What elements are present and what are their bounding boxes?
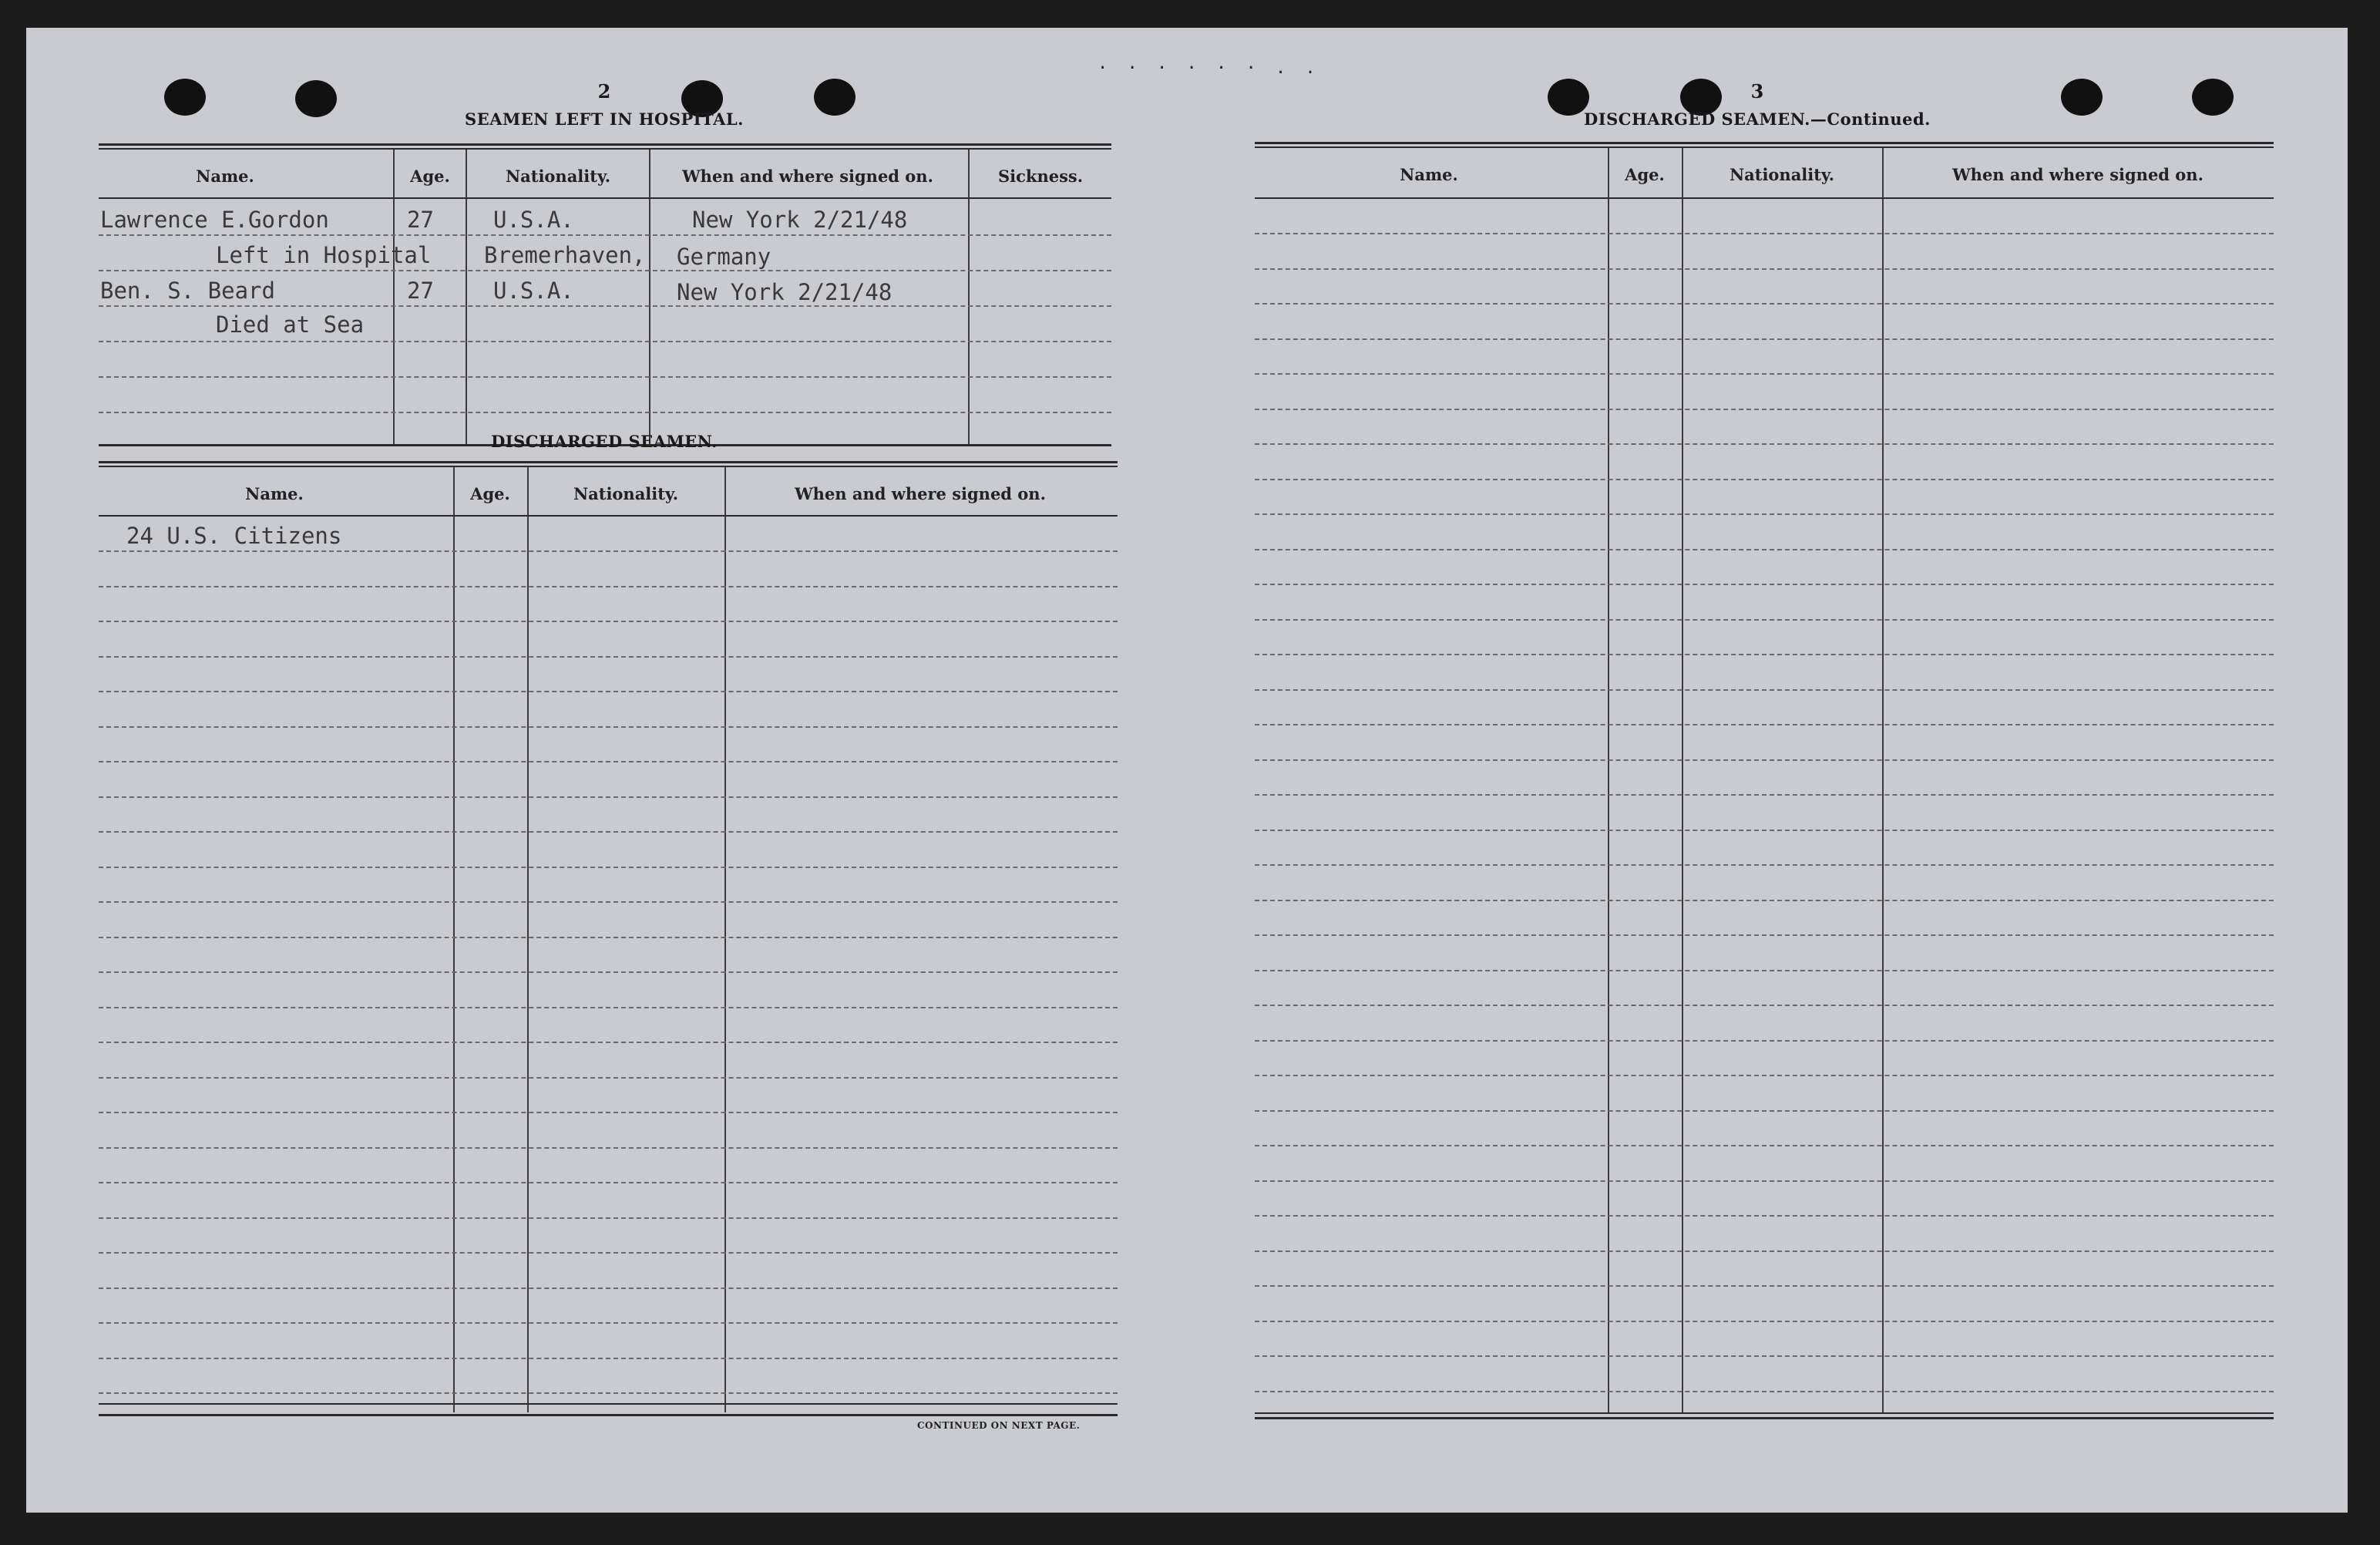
discharged-table-left: [99, 461, 1118, 1448]
punch-hole: [164, 79, 206, 116]
ruled-line: [1255, 759, 2274, 761]
ruled-line: [1255, 1040, 2274, 1042]
ruled-line: [99, 1288, 1118, 1289]
ruled-line: [99, 1007, 1118, 1008]
ruled-line: [99, 901, 1118, 903]
ruled-line: [1255, 1110, 2274, 1112]
col-signed-on-header: When and where signed on.: [1952, 165, 2204, 184]
ruled-line: [1255, 1005, 2274, 1006]
ruled-line: [99, 656, 1118, 658]
ruled-line: [1255, 654, 2274, 655]
ruled-line: [1255, 513, 2274, 515]
ruled-line: [1255, 724, 2274, 725]
entry-signed-on: New York 2/21/48: [692, 207, 908, 233]
entry-name: Ben. S. Beard: [100, 278, 275, 304]
ruled-line: [1255, 584, 2274, 585]
ruled-line: [1255, 1145, 2274, 1146]
hospital-table: [99, 143, 1111, 452]
col-name-header: Name.: [1400, 165, 1458, 184]
entry-signed-on: New York 2/21/48: [677, 279, 892, 305]
ruled-line: [1255, 900, 2274, 901]
entry-nationality-extra: Bremerhaven,: [484, 242, 646, 268]
ruled-line: [1255, 373, 2274, 375]
ruled-line: [99, 761, 1118, 762]
col-nationality-header: Nationality.: [573, 484, 679, 503]
ruled-line: [1255, 479, 2274, 480]
ruled-line: [99, 621, 1118, 622]
col-sickness-header: Sickness.: [997, 167, 1084, 186]
ruled-line: [99, 1358, 1118, 1359]
right-page-number: 3: [1750, 80, 1764, 103]
hospital-section-title: SEAMEN LEFT IN HOSPITAL.: [465, 109, 744, 129]
entry-note: Left in Hospital: [216, 242, 432, 268]
col-nationality-header: Nationality.: [1729, 165, 1835, 184]
ledger-sheet: [26, 28, 2348, 1513]
ruled-line: [99, 691, 1118, 692]
discharged-section-title: DISCHARGED SEAMEN.: [491, 432, 718, 451]
ruled-line: [99, 831, 1118, 833]
ruled-line: [1255, 1391, 2274, 1392]
punch-hole: [2061, 79, 2103, 116]
ruled-line: [1255, 1321, 2274, 1322]
ruled-line: [1255, 794, 2274, 796]
col-name-header: Name.: [196, 167, 254, 186]
col-age-header: Age.: [1625, 165, 1665, 184]
ruled-line: [1255, 303, 2274, 305]
entry-signed-on-extra: Germany: [677, 244, 771, 270]
ruled-line: [99, 1112, 1118, 1113]
continued-footer: CONTINUED ON NEXT PAGE.: [917, 1420, 1081, 1431]
ruled-line: [99, 1252, 1118, 1254]
ruled-line: [1255, 689, 2274, 691]
ruled-line: [99, 1322, 1118, 1324]
ruled-line: [1255, 338, 2274, 340]
ruled-line: [99, 1392, 1118, 1394]
ruled-line: [99, 937, 1118, 938]
ruled-line: [1255, 830, 2274, 831]
ruled-line: [1255, 443, 2274, 445]
ruled-line: [99, 1147, 1118, 1149]
punch-hole: [814, 79, 856, 116]
ruled-line: [1255, 409, 2274, 410]
ruled-line: [99, 971, 1118, 973]
top-scan-mark: · · · · · · . .: [1098, 59, 1320, 78]
col-signed-on-header: When and where signed on.: [795, 484, 1046, 503]
ruled-line: [1255, 1285, 2274, 1287]
col-name-header: Name.: [245, 484, 304, 503]
left-page-number: 2: [597, 80, 611, 103]
ruled-line: [99, 796, 1118, 798]
punch-hole: [2192, 79, 2234, 116]
col-signed-on-header: When and where signed on.: [682, 167, 933, 186]
col-age-header: Age.: [410, 167, 450, 186]
entry-age: 27: [407, 207, 434, 233]
ruled-line: [99, 1182, 1118, 1183]
ruled-line: [1255, 233, 2274, 234]
ruled-line: [99, 1217, 1118, 1219]
ruled-line: [99, 726, 1118, 728]
ruled-line: [1255, 549, 2274, 550]
discharged-table-right: [1255, 142, 2274, 1452]
entry-nationality: U.S.A.: [493, 207, 574, 233]
entry-nationality: U.S.A.: [493, 278, 574, 304]
punch-hole: [1548, 79, 1589, 116]
right-section-title: DISCHARGED SEAMEN.—Continued.: [1584, 109, 1931, 129]
ruled-line: [1255, 934, 2274, 936]
ruled-line: [1255, 1250, 2274, 1252]
entry-name: 24 U.S. Citizens: [126, 523, 342, 549]
ruled-line: [1255, 864, 2274, 866]
ruled-line: [99, 550, 1118, 552]
ruled-line: [99, 867, 1118, 868]
ruled-line: [99, 1077, 1118, 1079]
entry-note: Died at Sea: [216, 311, 365, 338]
ruled-line: [1255, 1355, 2274, 1357]
entry-name: Lawrence E.Gordon: [100, 207, 329, 233]
punch-hole: [295, 80, 337, 117]
ruled-line: [1255, 268, 2274, 270]
col-age-header: Age.: [470, 484, 510, 503]
entry-age: 27: [407, 278, 434, 304]
ruled-line: [1255, 1180, 2274, 1182]
col-nationality-header: Nationality.: [505, 167, 611, 186]
ruled-line: [1255, 970, 2274, 971]
ruled-line: [1255, 1215, 2274, 1217]
ruled-line: [99, 586, 1118, 587]
ruled-line: [1255, 619, 2274, 621]
ruled-line: [99, 1042, 1118, 1043]
ruled-line: [1255, 1075, 2274, 1076]
